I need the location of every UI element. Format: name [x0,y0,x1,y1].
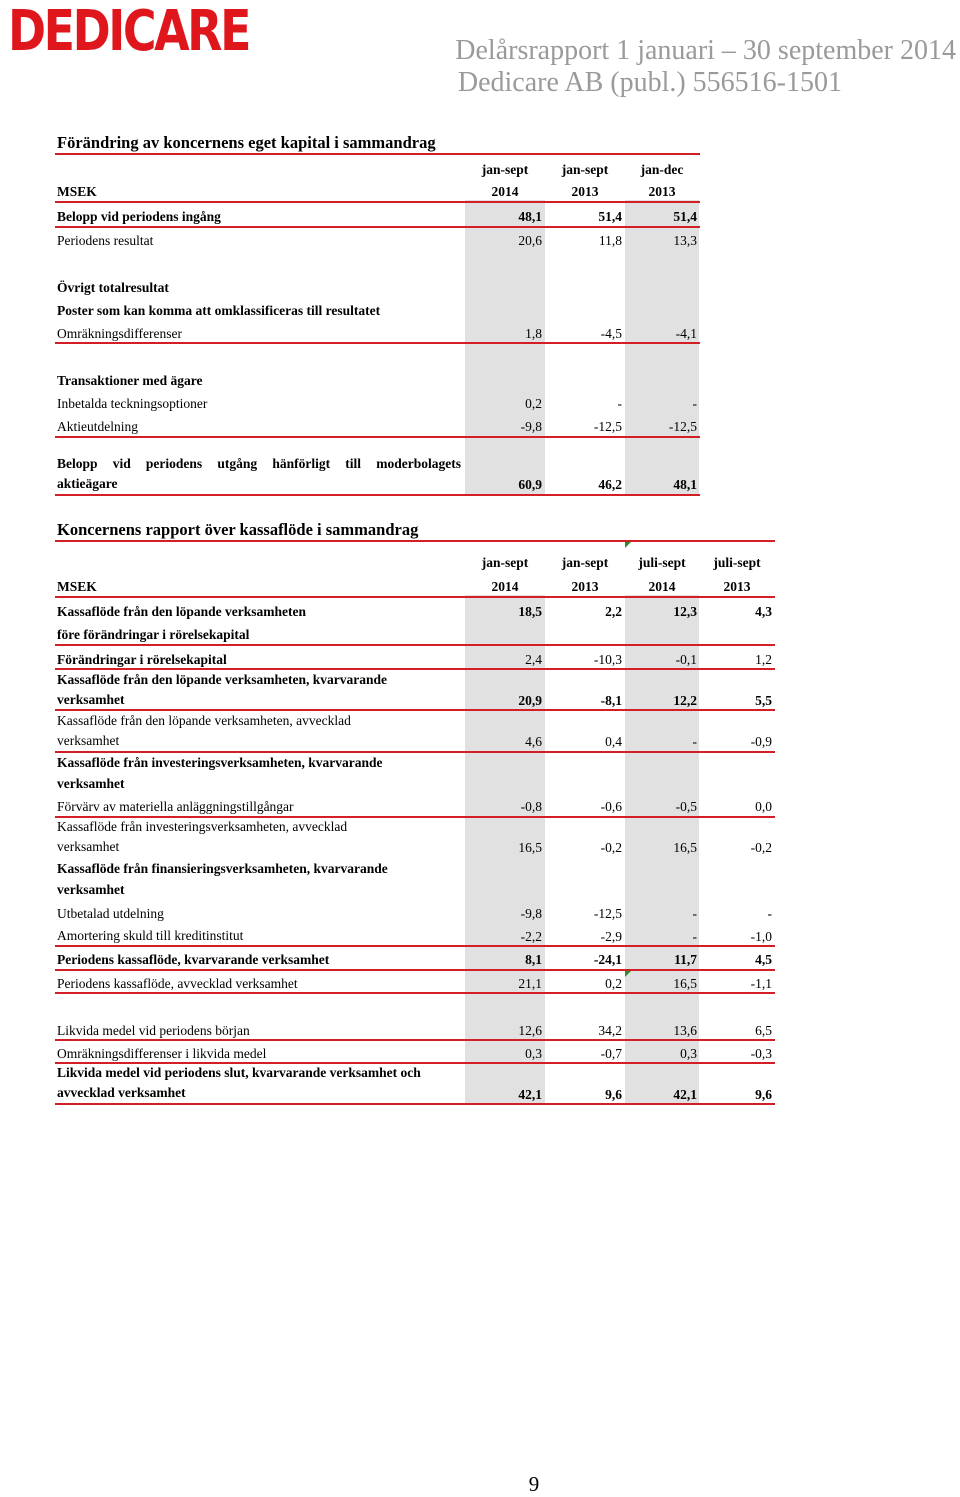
cell-value: 48,1 [673,477,697,492]
cell-value: 0,3 [525,1046,542,1061]
cell-value: - [617,396,622,411]
cell-value: 12,2 [673,693,697,708]
equity-title: Förändring av koncernens eget kapital i sammandrag [57,133,436,152]
section-label-cont: verksamhet [57,882,125,897]
col-header-year: 2013 [571,579,599,594]
section-label: Kassaflöde från finansieringsverksamheten, kvarvarande [57,861,388,876]
col-header-year: 2014 [648,579,676,594]
row-label: Periodens resultat [57,233,154,248]
row-label: Likvida medel vid periodens början [57,1023,250,1038]
cell-value: -0,7 [600,1046,622,1061]
row-label: Aktieutdelning [57,419,138,434]
rule [55,1103,775,1105]
cell-value: 5,5 [755,693,772,708]
section-label: Övrigt totalresultat [57,280,169,295]
cell-value: -0,2 [750,840,772,855]
cell-value: -4,1 [675,326,697,341]
row-label: Omräkningsdifferenser i likvida medel [57,1046,267,1061]
cell-value: 51,4 [673,209,697,224]
cell-value: 9,6 [755,1087,772,1102]
cell-value: -2,2 [520,929,542,944]
unit-label: MSEK [57,184,97,199]
cell-value: -2,9 [600,929,622,944]
cell-value: -9,8 [520,906,542,921]
cell-value: -24,1 [593,952,622,967]
cell-value: 0,2 [605,976,622,991]
cell-value: 13,3 [673,233,697,248]
rule [55,945,775,947]
row-label: Belopp vid periodens utgång hänförligt till moderbolagets [57,456,461,471]
row-label: Omräkningsdifferenser [57,326,182,341]
cell-value: 2,4 [525,652,542,667]
rule [55,668,775,670]
cell-value: 34,2 [598,1023,622,1038]
col-header-period: jan-sept [481,162,529,177]
dedicare-logo: DEDICARE [8,0,249,64]
col-header-year: 2013 [571,184,599,199]
row-label: Periodens kassaflöde, kvarvarande verksamhet [57,952,330,967]
cell-value: 4,6 [525,734,542,749]
cell-value: -12,5 [593,906,622,921]
cell-value: - [692,906,697,921]
rule [55,540,775,542]
row-label: Utbetalad utdelning [57,906,164,921]
section-label: Poster som kan komma att omklassificeras till resultatet [57,303,381,318]
col-header-period: jan-sept [481,555,529,570]
cell-value: -8,1 [600,693,622,708]
unit-label: MSEK [57,579,97,594]
cell-value: -0,9 [750,734,772,749]
row-label: Kassaflöde från den löpande verksamheten [57,604,307,619]
cell-value: -0,8 [520,799,542,814]
cell-value: 0,3 [680,1046,697,1061]
col-header-period: juli-sept [638,555,686,570]
cell-value: 6,5 [755,1023,772,1038]
cell-value: 46,2 [598,477,622,492]
cell-value: 4,3 [755,604,772,619]
col-header-year: 2014 [491,579,519,594]
cell-value: 13,6 [673,1023,697,1038]
col-header-year: 2013 [648,184,676,199]
rule [55,201,700,203]
cashflow-title: Koncernens rapport över kassaflöde i sammandrag [57,520,419,539]
cell-value: 9,6 [605,1087,622,1102]
cell-value: 11,8 [598,233,622,248]
cell-value: 11,7 [674,952,697,967]
rule [55,969,775,971]
cell-value: 51,4 [598,209,622,224]
cell-value: -10,3 [593,652,622,667]
cell-value: -1,1 [750,976,772,991]
col-header-year: 2014 [491,184,519,199]
rule [55,1039,775,1041]
cell-value: 0,4 [605,734,622,749]
row-label: Inbetalda teckningsoptioner [57,396,208,411]
cell-value: 1,8 [525,326,542,341]
cell-value: -0,3 [750,1046,772,1061]
col-header-period: jan-dec [640,162,684,177]
cell-value: - [767,906,772,921]
report-title: Delårsrapport 1 januari – 30 september 2014 [455,35,956,66]
cell-value: -0,5 [675,799,697,814]
cell-value: 4,5 [755,952,772,967]
cell-value: - [692,396,697,411]
comment-marker [625,542,631,548]
row-label-cont: före förändringar i rörelsekapital [57,627,250,642]
rule [55,596,775,598]
cell-value: 42,1 [518,1087,542,1102]
cell-value: 12,6 [518,1023,542,1038]
cell-value: 21,1 [518,976,542,991]
cell-value: 20,6 [518,233,542,248]
cell-value: -1,0 [750,929,772,944]
row-label: Amortering skuld till kreditinstitut [57,928,244,943]
section-label: Kassaflöde från investeringsverksamheten, kvarvarande [57,755,383,770]
rule [55,992,775,994]
col-header-period: jan-sept [561,555,609,570]
cell-value: -12,5 [668,419,697,434]
cell-value: 20,9 [518,693,542,708]
cell-value: -4,5 [600,326,622,341]
cell-value: -0,1 [675,652,697,667]
rule [55,494,700,496]
cell-value: -9,8 [520,419,542,434]
cell-value: 8,1 [525,952,542,967]
row-label-cont: verksamhet [57,692,125,707]
cell-value: 16,5 [673,976,697,991]
rule [55,436,700,438]
cell-value: - [692,734,697,749]
section-label: Transaktioner med ägare [57,373,203,388]
cell-value: 18,5 [518,604,542,619]
row-label: Kassaflöde från den löpande verksamheten, avvecklad [57,713,351,728]
rule [55,153,700,155]
cell-value: 1,2 [755,652,772,667]
rule [55,751,775,753]
rule [55,226,700,228]
col-header-period: jan-sept [561,162,609,177]
rule [55,342,700,344]
cell-value: 12,3 [673,604,697,619]
col-header-year: 2013 [723,579,751,594]
section-label-cont: verksamhet [57,776,125,791]
row-label: Kassaflöde från investeringsverksamheten, avvecklad [57,819,348,834]
cell-value: 2,2 [605,604,622,619]
col-header-period: juli-sept [713,555,761,570]
row-label: Förvärv av materiella anläggningstillgångar [57,799,294,814]
cell-value: 60,9 [518,477,542,492]
row-label: Periodens kassaflöde, avvecklad verksamhet [57,976,298,991]
row-label-cont: verksamhet [57,733,120,748]
row-label-cont: verksamhet [57,839,120,854]
cell-value: -0,6 [600,799,622,814]
row-label: Belopp vid periodens ingång [57,209,221,224]
cell-value: 0,2 [525,396,542,411]
cell-value: -0,2 [600,840,622,855]
row-label: Likvida medel vid periodens slut, kvarvarande verksamhet och [57,1065,421,1080]
cell-value: 16,5 [518,840,542,855]
cell-value: 16,5 [673,840,697,855]
cell-value: 48,1 [518,209,542,224]
rule [55,644,775,646]
row-label: Kassaflöde från den löpande verksamheten, kvarvarande [57,672,388,687]
cell-value: 0,0 [755,799,772,814]
cell-value: 42,1 [673,1087,697,1102]
page-number: 9 [528,1472,540,1496]
cell-value: - [692,929,697,944]
cell-value: -12,5 [593,419,622,434]
row-label-cont: avvecklad verksamhet [57,1085,186,1100]
row-label-cont: aktieägare [57,476,118,491]
row-label: Förändringar i rörelsekapital [57,652,227,667]
company-name: Dedicare AB (publ.) 556516-1501 [457,67,842,98]
rule [55,709,775,711]
